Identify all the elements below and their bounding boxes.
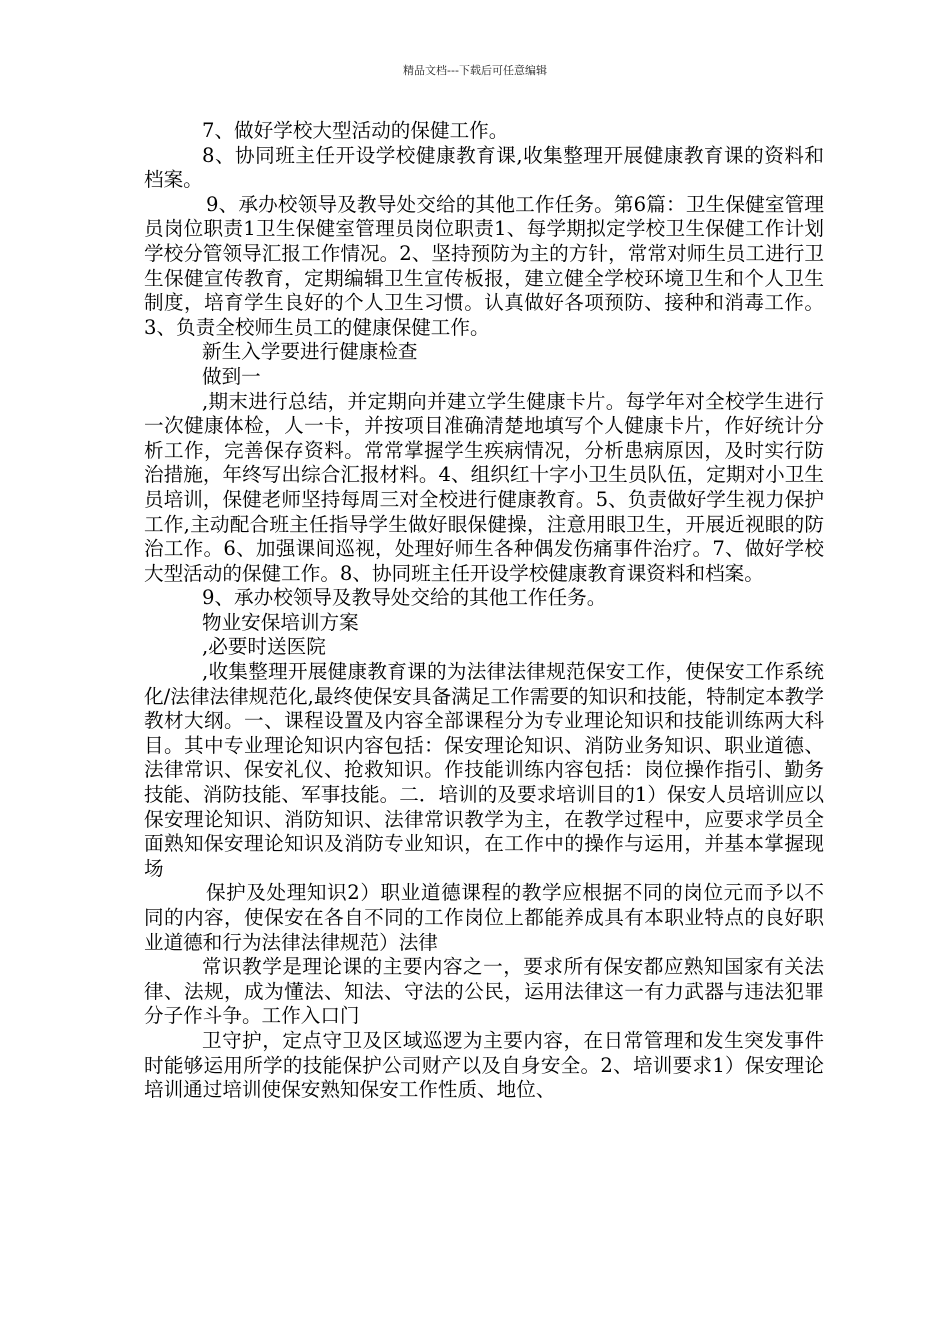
paragraph-12: 常识教学是理论课的主要内容之一，要求所有保安都应熟知国家有关法律、法规，成为懂法、知法、守法的公民，运用法律这一有力武器与违法犯罪分子作斗争。工作入口门 (144, 955, 824, 1028)
paragraph-9: ,必要时送医院 (202, 635, 326, 659)
paragraph-8: 物业安保培训方案 (202, 610, 359, 634)
paragraph-5: 做到一 (202, 364, 261, 388)
paragraph-10: ,收集整理开展健康教育课的为法律法律规范保安工作，使保安工作系统化/法律法律规范化,最终使保安具备满足工作需要的知识和技能，特制定本教学教材大纲。一、课程设置及内容全部课程分为专业理论知识和技能训练两大科目。其中专业理论知识内容包括：保安理论知识、消防业务知识、职业道德、法律常识、保安礼仪、抢救知识。作技能训练内容包括：岗位操作指引、勤务技能、消防技能、军事技能。二．培训的及要求培训目的1）保安人员培训应以保安理论知识、消防知识、法律常识教学为主，在教学过程中，应要求学员全面熟知保安理论知识及消防专业知识，在工作中的操作与运用，并基本掌握现场 (144, 660, 824, 880)
paragraph-11: 保护及处理知识2）职业道德课程的教学应根据不同的岗位元而予以不同的内容，使保安在各自不同的工作岗位上都能养成具有本职业特点的良好职业道德和行为法律法律规范）法律 (144, 881, 824, 954)
paragraph-1: 7、做好学校大型活动的保健工作。 (202, 119, 509, 142)
paragraph-7: 9、承办校领导及教导处交给的其他工作任务。 (202, 586, 607, 610)
document-body (144, 119, 824, 1103)
page-header: 精品文档---下载后可任意编辑 (403, 64, 547, 77)
paragraph-3: 9、承办校领导及教导处交给的其他工作任务。第6篇：卫生保健室管理员岗位职责1卫生保健室管理员岗位职责1、每学期拟定学校卫生保健工作计划学校分管领导汇报工作情况。2、坚持预防为主的方针，常常对师生员工进行卫生保健宣传教育，定期编辑卫生宣传板报，建立健全学校环境卫生和个人卫生制度，培育学生良好的个人卫生习惯。认真做好各项预防、接种和消毒工作。3、负责全校师生员工的健康保健工作。 (144, 192, 824, 339)
paragraph-2: 8、协同班主任开设学校健康教育课,收集整理开展健康教育课的资料和档案。 (144, 143, 824, 192)
paragraph-4: 新生入学要进行健康检查 (202, 340, 418, 364)
paragraph-6: ,期末进行总结，并定期向并建立学生健康卡片。每学年对全校学生进行一次健康体检，人一卡，并按项目准确清楚地填写个人健康卡片，作好统计分析工作，完善保存资料。常常掌握学生疾病情况，分析患病原因，及时实行防治措施，年终写出综合汇报材料。4、组织红十字小卫生员队伍，定期对小卫生员培训，保健老师坚持每周三对全校进行健康教育。5、负责做好学生视力保护工作,主动配合班主任指导学生做好眼保健操，注意用眼卫生，开展近视眼的防治工作。6、加强课间巡视，处理好师生各种偶发伤痛事件治疗。7、做好学校大型活动的保健工作。8、协同班主任开设学校健康教育课资料和档案。 (144, 389, 824, 585)
paragraph-13: 卫守护，定点守卫及区域巡逻为主要内容，在日常管理和发生突发事件时能够运用所学的技能保护公司财产以及自身安全。2、培训要求1）保安理论培训通过培训使保安熟知保安工作性质、地位、 (144, 1028, 824, 1102)
